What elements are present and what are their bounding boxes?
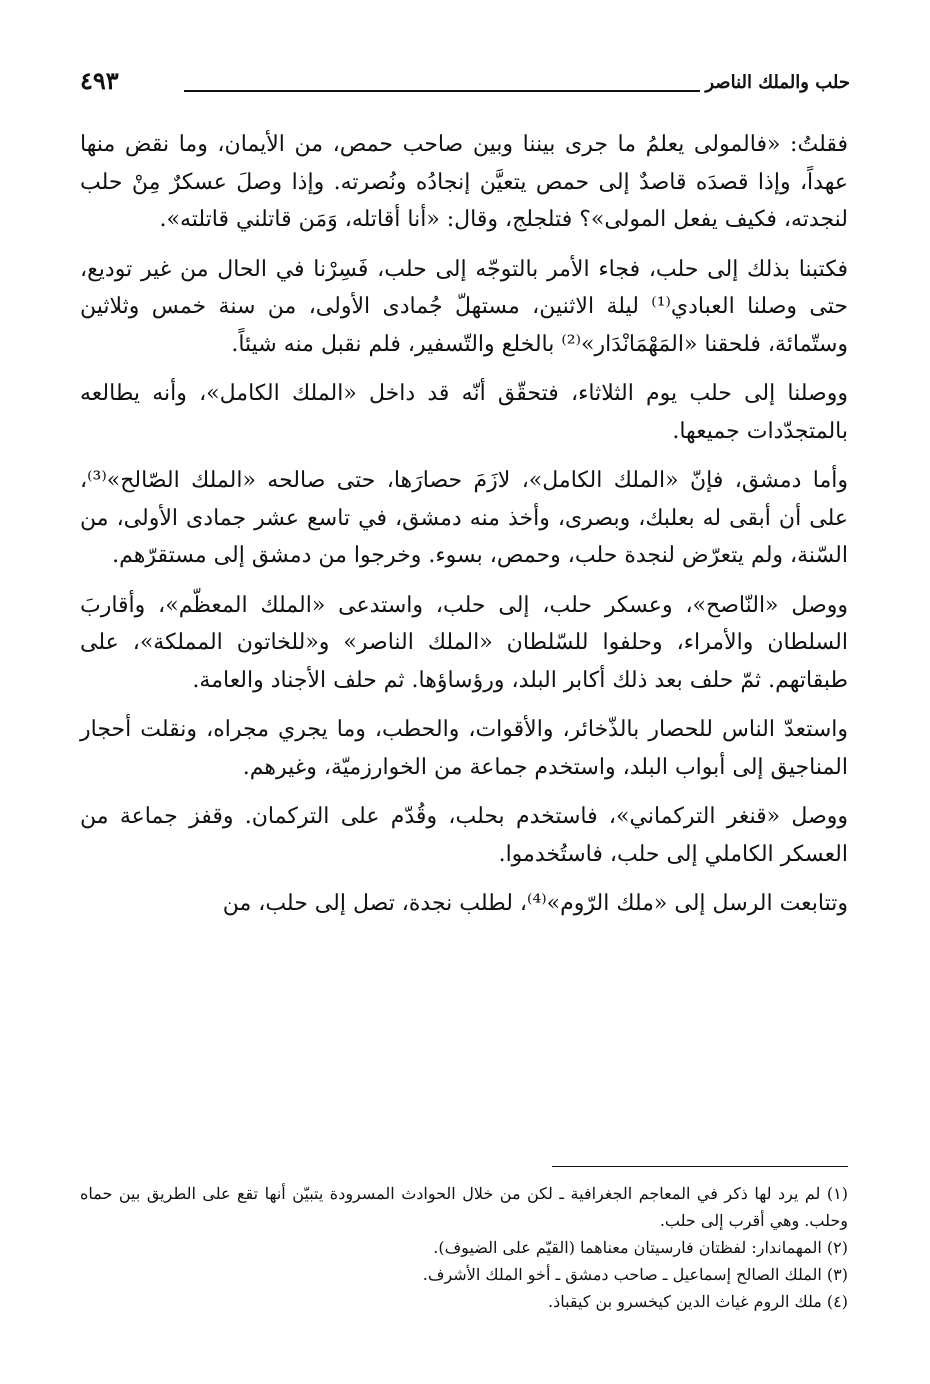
paragraph: ووصلنا إلى حلب يوم الثلاثاء، فتحقّق أنّه قد داخل «الملك الكامل»، وأنه يطالعه بالمتجدّدات جميعها. <box>80 381 848 444</box>
paragraph: ووصل «قنغر التركماني»، فاستخدم بحلب، وقُدّم على التركمان. وقفز جماعة من العسكر الكاملي إلى حلب، فاستُخدموا. <box>80 804 848 867</box>
footnote: (٤) ملك الروم غياث الدين كيخسرو بن كيقباذ. <box>548 1292 848 1311</box>
page-number: ٤٩٣ <box>80 66 119 95</box>
header-rule <box>184 90 700 92</box>
paragraph: وأما دمشق، فإنّ «الملك الكامل»، لازَمَ حصارَها، حتى صالحه «الملك الصّالح»⁽³⁾، على أن أبقى له بعلبك، وبصرى، وأخذ منه دمشق، في تاسع عشر جمادى الأولى، من السّنة، ولم يتعرّض لنجدة حلب، وحمص، بسوء. وخرجوا من دمشق إلى مستقرّهم. <box>80 468 848 568</box>
paragraph: واستعدّ الناس للحصار بالذّخائر، والأقوات، والحطب، وما يجري مجراه، ونقلت أحجار المناجيق إلى أبواب البلد، واستخدم جماعة من الخوارزميّة، وغيرهم. <box>80 717 848 780</box>
footnote: (٣) الملك الصالح إسماعيل ـ صاحب دمشق ـ أخو الملك الأشرف. <box>422 1265 848 1284</box>
running-title: حلب والملك الناصر <box>705 72 850 93</box>
page-header <box>80 64 850 104</box>
paragraph: وتتابعت الرسل إلى «ملك الرّوم»⁽⁴⁾، لطلب نجدة، تصل إلى حلب، من <box>222 891 848 916</box>
main-text <box>80 126 848 935</box>
footnote: (٢) المهماندار: لفظتان فارسيتان معناهما (القيّم على الضيوف). <box>433 1238 848 1257</box>
footnote: (١) لم يرد لها ذكر في المعاجم الجغرافية ـ لكن من خلال الحوادث المسرودة يتبيّن أنها تقع على الطريق بين حماه وحلب. وهي أقرب إلى حلب. <box>80 1184 849 1230</box>
footnote-separator <box>552 1166 848 1167</box>
paragraph: ووصل «النّاصح»، وعسكر حلب، إلى حلب، واستدعى «الملك المعظّم»، وأقاربَ السلطان والأمراء، وحلفوا للسّلطان «الملك الناصر» و«للخاتون المملكة»، على طبقاتهم. ثمّ حلف بعد ذلك أكابر البلد، ورؤساؤها. ثم حلف الأجناد والعامة. <box>80 592 848 693</box>
paragraph: فقلتُ: «فالمولى يعلمُ ما جرى بيننا وبين صاحب حمص، من الأيمان، وما نقض منها عهداً، وإذا قصدَه قاصدٌ إلى حمص يتعيَّن إنجادُه ونُصرته. وإذا وصلَ عسكرٌ مِنْ حلب لنجدته، فكيف يفعل المولى»؟ فتلجلج، وقال: «أنا أقاتله، وَمَن قاتلني قاتلته». <box>80 132 848 232</box>
paragraph: فكتبنا بذلك إلى حلب، فجاء الأمر بالتوجّه إلى حلب، فَسِرْنا في الحال من غير توديع، حتى وصلنا العبادي⁽¹⁾ ليلة الاثنين، مستهلّ جُمادى الأولى، من سنة خمس وثلاثين وستّمائة، فلحقنا «المَهْمَانْدَار»⁽²⁾ بالخلع والتّسفير، فلم نقبل منه شيئاً. <box>80 256 848 357</box>
footnotes <box>80 1180 848 1315</box>
